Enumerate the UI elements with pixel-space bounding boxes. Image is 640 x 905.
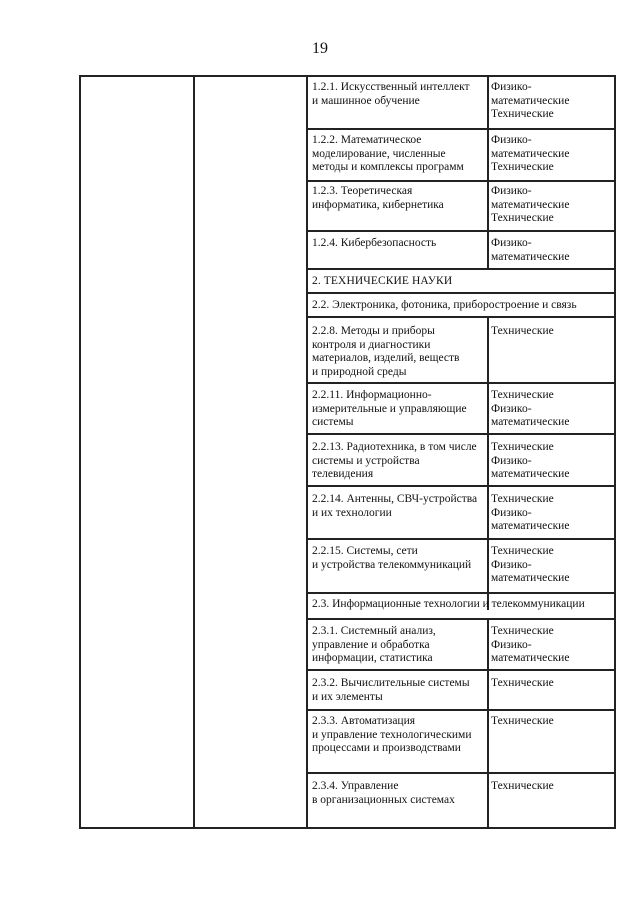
table-border-col2 [193, 75, 195, 828]
page-number: 19 [312, 40, 328, 57]
specialty-title: 2.3.1. Системный анализ, управление и обработка информации, статистика [312, 625, 436, 664]
science-branch: Физико- математические Технические [491, 134, 570, 173]
row-sep [306, 538, 615, 540]
row-sep [306, 772, 615, 774]
specialty-title: 2.3.4. Управление в организационных системах [312, 780, 455, 806]
specialty-title: 2.2.11. Информационно- измерительные и управляющие системы [312, 389, 467, 428]
science-branch: Физико- математические [491, 237, 570, 263]
science-branch: Физико- математические Технические [491, 185, 570, 224]
col-sep [487, 316, 489, 610]
science-branch: Технические [491, 677, 554, 689]
specialty-title: 1.2.2. Математическое моделирование, численные методы и комплексы программ [312, 134, 464, 173]
specialty-title: 2.3.3. Автоматизация и управление технологическими процессами и производствами [312, 715, 472, 754]
row-sep [306, 618, 615, 620]
col-sep [487, 618, 489, 828]
specialties-table [79, 75, 615, 828]
table-border-bottom [79, 827, 616, 829]
row-sep [306, 230, 615, 232]
row-sep [306, 316, 615, 318]
table-border-top [79, 75, 616, 77]
table-border-left [79, 75, 81, 828]
science-branch: Технические [491, 325, 554, 337]
specialty-title: 2.2.14. Антенны, СВЧ-устройства и их технологии [312, 493, 478, 519]
science-branch: Технические [491, 780, 554, 792]
specialty-title: 2.2.8. Методы и приборы контроля и диагностики материалов, изделий, веществ и природной среды [312, 325, 460, 378]
science-branch: Технические Физико- математические [491, 493, 570, 532]
science-branch: Технические Физико- математические [491, 625, 570, 664]
science-branch: Технические Физико- математические [491, 441, 570, 480]
row-sep [306, 669, 615, 671]
subsection-header: 2.3. Информационные технологии и телекоммуникации [312, 598, 585, 610]
table-border-col3 [306, 75, 308, 828]
section-header: 2. ТЕХНИЧЕСКИЕ НАУКИ [312, 275, 453, 287]
science-branch: Физико- математические Технические [491, 81, 570, 120]
subsection-header: 2.2. Электроника, фотоника, приборостроение и связь [312, 299, 577, 311]
row-sep [306, 592, 615, 594]
row-sep [306, 268, 615, 270]
row-sep [306, 709, 615, 711]
science-branch: Технические Физико- математические [491, 389, 570, 428]
specialty-title: 1.2.4. Кибербезопасность [312, 237, 437, 249]
specialty-title: 2.2.13. Радиотехника, в том числе системы и устройства телевидения [312, 441, 477, 480]
row-sep [306, 180, 615, 182]
col-sep [487, 75, 489, 268]
row-sep [306, 292, 615, 294]
specialty-title: 1.2.3. Теоретическая информатика, кибернетика [312, 185, 444, 211]
row-sep [306, 485, 615, 487]
row-sep [306, 128, 615, 130]
science-branch: Технические Физико- математические [491, 545, 570, 584]
specialty-title: 1.2.1. Искусственный интеллект и машинное обучение [312, 81, 470, 107]
specialty-title: 2.3.2. Вычислительные системы и их элементы [312, 677, 470, 703]
specialty-title: 2.2.15. Системы, сети и устройства телекоммуникаций [312, 545, 472, 571]
row-sep [306, 382, 615, 384]
row-sep [306, 433, 615, 435]
science-branch: Технические [491, 715, 554, 727]
